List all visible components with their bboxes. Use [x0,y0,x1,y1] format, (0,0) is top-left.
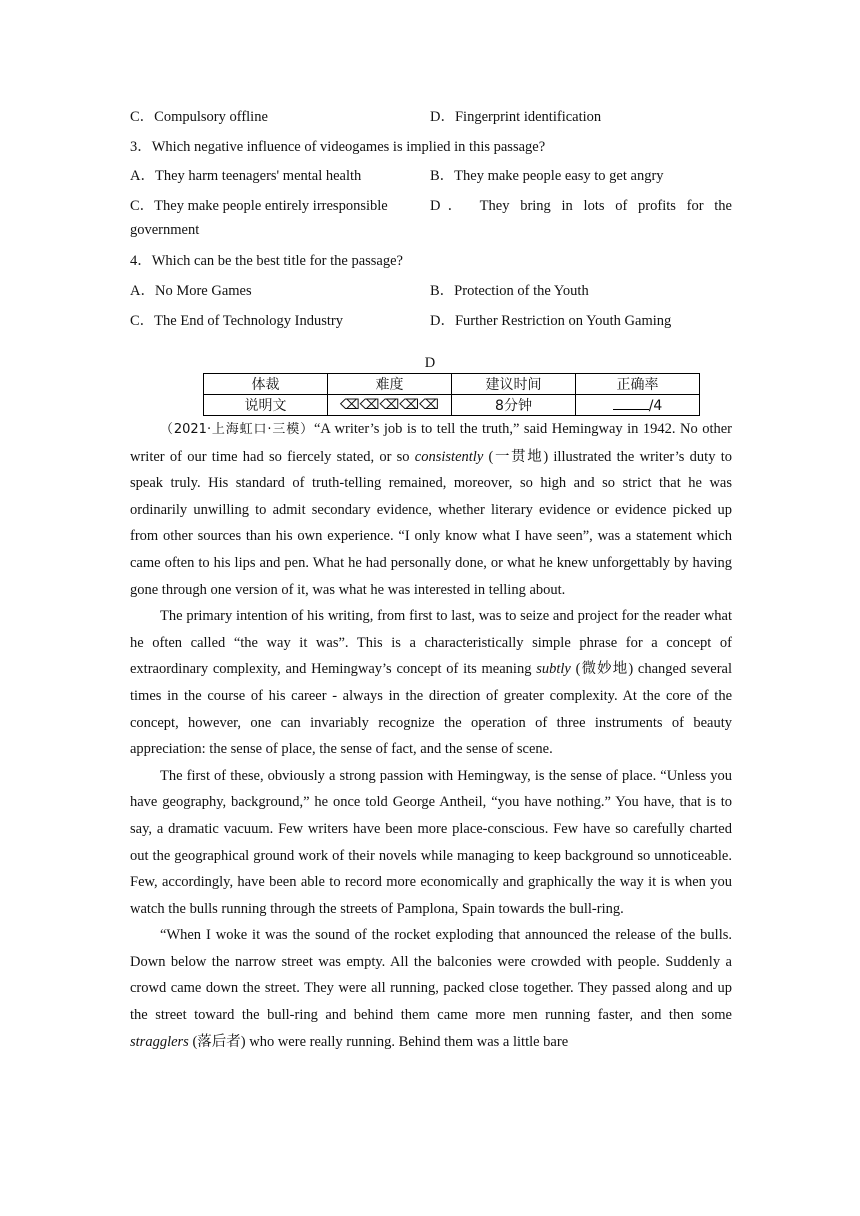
paragraph-1 [130,416,732,603]
q4-option-d[interactable]: D．Further Restriction on Youth Gaming [430,313,672,329]
accuracy-suffix: /4 [648,397,663,414]
q3-option-d[interactable]: D． They bring in lots of profits for the [430,198,732,214]
paragraph-4: “When I woke it was the sound of the rocket exploding that announced the release of the bulls. Down below the narrow street was empty. All the balconies were crowded with people. Suddenly a crowd came down the street. They were all running, packed close together. They passed along and up the street toward the bull-ring and behind them came more men running faster, and then some stragglers (落后者) who were really running. Behind them was a little bare [130,927,732,1050]
table-value-row [204,395,700,416]
q4-option-a[interactable]: A．No More Games [130,283,252,299]
q3-option-a[interactable]: A．They harm teenagers' mental health [130,168,362,184]
paragraph-2: The primary intention of his writing, from first to last, was to seize and project for the reader what he often called “the way it was”. This is a characteristically simple phrase for a concept of extraordinary complexity, and Hemingway’s concept of its meaning subtly (微妙地) changed several times in the course of his career - always in the direction of greater complexity. At the core of the concept, however, one can invariably recognize the operation of three instruments of beauty appreciation: the sense of place, the sense of fact, and the sense of scene. [130,608,732,758]
header-time: 建议时间 [452,374,576,395]
value-time: 8分钟 [452,395,576,416]
paragraph-3: The first of these, obviously a strong passion with Hemingway, is the sense of place. “Unless you have geography, background,” he once told George Antheil, “you have nothing.” You have, that is to say, a dramatic vacuum. Few writers have been more place-conscious. Few have so carefully charted out the geographical ground work of their novels while managing to keep background so unnoticeable. Few, accordingly, have been able to record more economically and graphically the way it is when you watch the bulls running through the streets of Pamplona, Spain towards the bull-ring. [130,767,732,917]
source-note: （2021·上海虹口·三模） [160,422,314,437]
value-accuracy [576,395,700,416]
q4-option-c[interactable]: C．The End of Technology Industry [130,313,343,329]
q4-question: 4．Which can be the best title for the passage? [130,253,403,269]
header-genre: 体裁 [204,374,328,395]
q3-question: 3．Which negative influence of videogames is implied in this passage? [130,139,546,155]
section-letter: D [424,355,436,371]
q3-option-d-continued: government [130,222,200,238]
difficulty-rating-icons: ⌫⌫⌫⌫⌫ [328,395,452,416]
q3-option-c[interactable]: C．They make people entirely irresponsible [130,198,388,214]
q2-option-d[interactable]: D．Fingerprint identification [430,109,602,125]
value-genre: 说明文 [204,395,328,416]
header-difficulty: 难度 [328,374,452,395]
q4-option-b[interactable]: B．Protection of the Youth [430,283,589,299]
passage-info-table [203,373,700,416]
passage-body [130,416,732,1055]
accuracy-blank[interactable] [613,397,649,410]
header-accuracy: 正确率 [576,374,700,395]
table-header-row [204,374,700,395]
paragraph-1-text: “A writer’s job is to tell the truth,” said Hemingway in 1942. No other writer of our time had so fiercely stated, or so consistently (一贯地) illustrated the writer’s duty to speak truly. His standard of truth-telling remained, moreover, so high and so strict that he was ordinarily unwilling to admit secondary evidence, whether literary evidence or evidence picked up from other sources than his own experience. “I only know what I have seen”, was a statement which came often to his lips and pen. What he had personally done, or what he knew unforgettably by having gone through one version of it, was what he was interested in telling about. [130,421,732,598]
q3-option-b[interactable]: B．They make people easy to get angry [430,168,664,184]
q2-option-c[interactable]: C．Compulsory offline [130,109,268,125]
